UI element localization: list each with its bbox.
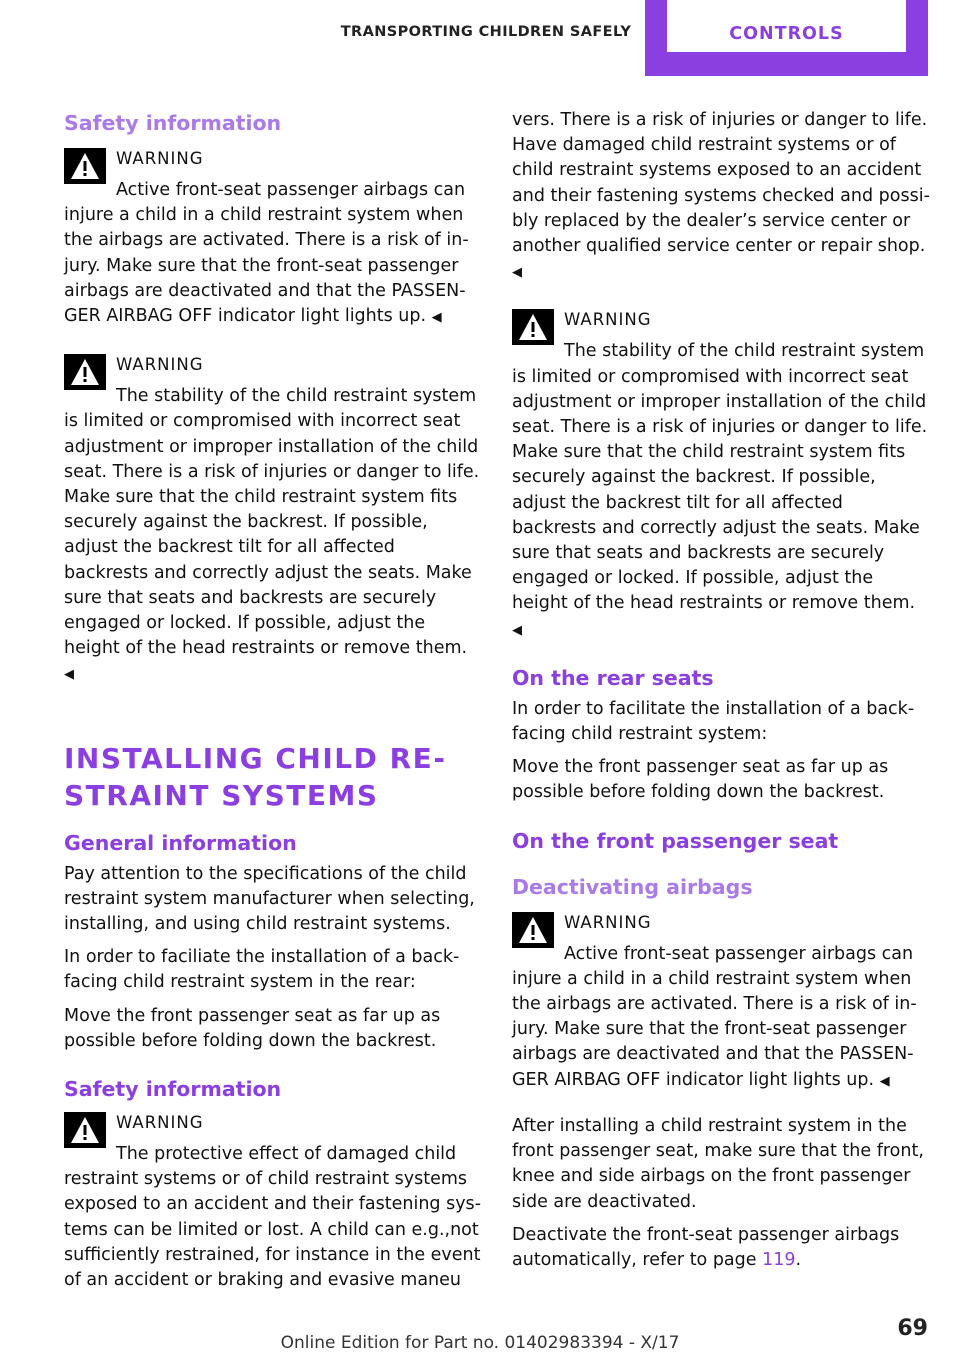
end-mark-icon: ◀ bbox=[879, 1073, 890, 1089]
warning-triangle-icon bbox=[64, 148, 106, 184]
page-reference-link[interactable]: 119 bbox=[762, 1249, 796, 1270]
section-title: TRANSPORTING CHILDREN SAFELY bbox=[340, 24, 632, 40]
warning-block bbox=[512, 305, 930, 642]
chapter-heading: INSTALLING CHILD RESTRAINT SYSTEMS bbox=[64, 741, 445, 812]
warning-triangle-icon bbox=[512, 912, 554, 948]
warning-text: The protective effect of damaged child restraint systems or of child restraint systems exposed to an accident and their fastening systems can be limited or lost. A child can e.g.,not sufficiently restrained, for instance in the event of an accident or braking and evasive maneu bbox=[64, 1144, 482, 1291]
paragraph-text: Deactivate the front-seat passenger airbags automatically, refer to page bbox=[512, 1224, 900, 1270]
front-passenger-seat-heading: On the front passenger seat bbox=[512, 828, 839, 853]
deactivating-airbags-heading: Deactivating airbags bbox=[512, 874, 753, 899]
page-number: 69 bbox=[897, 1316, 928, 1341]
warning-triangle-icon bbox=[64, 354, 106, 390]
general-information-heading: General information bbox=[64, 830, 297, 855]
edition-footer: Online Edition for Part no. 01402983394 - X/17 bbox=[280, 1333, 680, 1353]
paragraph: Move the front passenger seat as far up as possible before folding down the backrest. bbox=[512, 757, 889, 803]
warning-block bbox=[64, 350, 482, 687]
warning-block bbox=[512, 908, 930, 1094]
warning-label: WARNING bbox=[116, 355, 204, 375]
warning-text: The stability of the child restraint system is limited or compromised with incorrect seat adjustment or improper installation of the child seat. There is a risk of injuries or danger to life. Make sure that the child restraint system fits securely against the backrest. If possible, adjust the backrest tilt for all affected backrests and correctly adjust the seats. Make sure that seats and backrests are securely engaged or locked. If possible, adjust the height of the head restraints or remove them. bbox=[64, 386, 480, 659]
warning-block bbox=[64, 1108, 482, 1293]
warning-block bbox=[64, 144, 482, 330]
warning-text: The stability of the child restraint system is limited or compromised with incorrect seat adjustment or improper installation of the child seat. There is a risk of injuries or danger to life. Make sure that the child restraint system fits securely against the backrest. If possible, adjust the backrest tilt for all affected backrests and correctly adjust the seats. Make sure that seats and backrests are securely engaged or locked. If possible, adjust the height of the head restraints or remove them. bbox=[512, 341, 928, 614]
safety-information-heading: Safety information bbox=[64, 111, 282, 135]
warning-triangle-icon bbox=[64, 1112, 106, 1148]
end-mark-icon: ◀ bbox=[512, 265, 522, 281]
end-mark-icon: ◀ bbox=[64, 667, 74, 683]
chapter-tab[interactable] bbox=[645, 0, 928, 76]
warning-text: Active front-seat passenger airbags can injure a child in a child restraint system when the airbags are activated. There is a risk of injury. Make sure that the front-seat passenger airbags are deactivated and that the PASSENGER AIRBAG OFF indicator light lights up. bbox=[512, 943, 917, 1090]
paragraph: After installing a child restraint system in the front passenger seat, make sure that the front, knee and side airbags on the front passenger side are deactivated. bbox=[512, 1115, 924, 1212]
safety-information-heading: Safety information bbox=[64, 1077, 282, 1102]
right-column bbox=[512, 108, 930, 1281]
paragraph: In order to faciliate the installation of a backfacing child restraint system in the rear: bbox=[64, 947, 460, 993]
warning-triangle-icon bbox=[512, 309, 554, 345]
paragraph: In order to facilitate the installation of a backfacing child restraint system: bbox=[512, 698, 915, 745]
continued-text: vers. There is a risk of injuries or danger to life. Have damaged child restraint systems or of child restraint systems exposed to an accident and their fastening systems checked and possibly replaced by the dealer’s service center or another qualified service center or repair shop. bbox=[512, 110, 930, 257]
end-mark-icon: ◀ bbox=[512, 622, 522, 638]
paragraph-end: . bbox=[795, 1249, 802, 1270]
warning-label: WARNING bbox=[116, 149, 204, 168]
warning-label: WARNING bbox=[116, 1113, 204, 1133]
chapter-tab-label: CONTROLS bbox=[667, 0, 906, 52]
warning-label: WARNING bbox=[564, 310, 652, 330]
paragraph: Move the front passenger seat as far up as possible before folding down the backrest. bbox=[64, 1005, 441, 1051]
paragraph bbox=[512, 1223, 930, 1273]
paragraph: Pay attention to the specifications of the child restraint system manufacturer when selecting, installing, and using child restraint systems. bbox=[64, 863, 475, 935]
warning-text: Active front-seat passenger airbags can injure a child in a child restraint system when the airbags are activated. There is a risk of injury. Make sure that the front-seat passenger airbags are deactivated and that the PASSENGER AIRBAG OFF indicator light lights up. bbox=[64, 180, 469, 327]
warning-label: WARNING bbox=[564, 912, 652, 932]
end-mark-icon: ◀ bbox=[431, 310, 442, 326]
rear-seats-heading: On the rear seats bbox=[512, 665, 714, 690]
left-column bbox=[64, 108, 482, 1313]
